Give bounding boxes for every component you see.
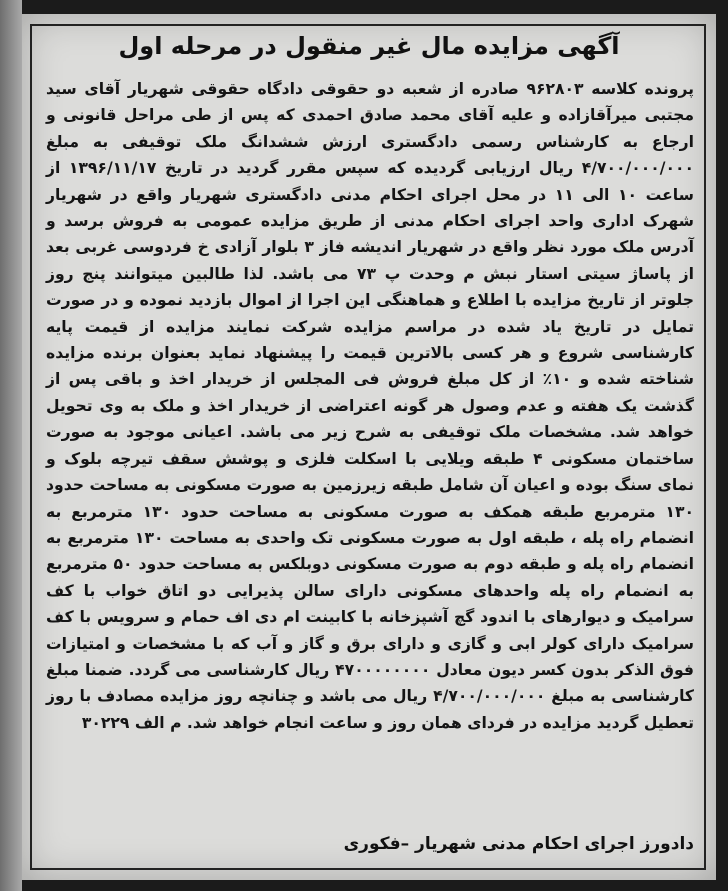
notice-paper [22,14,716,880]
notice-title: آگهی مزایده مال غیر منقول در مرحله اول [118,32,620,60]
notice-body: پرونده کلاسه ۹۶۲۸۰۳ صادره از شعبه دو حقوقی دادگاه حقوقی شهریار آقای سید مجتبی میرآقازاده و علیه آقای محمد صادق احمدی که پس از طی مراحل قانونی و ارجاع به کارشناس رسمی دادگستری ارزش ششدانگ ملک توقیفی به مبلغ ۴/۷۰۰/۰۰۰/۰۰۰ ریال ارزیابی گردیده که سپس مقرر گردید در تاریخ ۱۳۹۶/۱۱/۱۷ از ساعت ۱۰ الی ۱۱ در محل اجرای احکام مدنی دادگستری شهریار واقع در شهریار شهرک اداری واحد اجرای احکام مدنی از طریق مزایده عمومی به فروش برسد و آدرس ملک مورد نظر واقع در شهریار اندیشه فاز ۳ بلوار آزادی خ فردوسی غربی بعد از پاساژ سیتی استار نبش م وحدت پ ۷۳ می باشد. لذا طالبین میتوانند پنج روز جلوتر از تاریخ مزایده با اطلاع و هماهنگی این اجرا از اموال بازدید نموده و در صورت تمایل در تاریخ یاد شده در مراسم مزایده شرکت نمایند مزایده از قیمت پایه کارشناسی شروع و هر کسی بالاترین قیمت را پیشنهاد نماید بعنوان برنده مزایده شناخته شده و ۱۰٪ از کل مبلغ فروش فی المجلس از خریدار اخذ و باقی پس از گذشت یک هفته و عدم وصول هر گونه اعتراضی از خریدار اخذ و ملک به وی تحویل خواهد شد. مشخصات ملک توقیفی به شرح زیر می باشد. اعیانی موجود به صورت ساختمان مسکونی ۴ طبقه ویلایی با اسکلت فلزی و پوشش سقف تیرچه بلوک و نمای سنگ بوده و اعیان آن شامل طبقه زیرزمین به صورت مسکونی به مساحت حدود ۱۳۰ مترمربع طبقه همکف به صورت مسکونی به مساحت حدود ۱۳۰ مترمربع به انضمام راه پله ، طبقه اول به صورت مسکونی تک واحدی به مساحت ۱۳۰ مترمربع به انضمام راه پله و طبقه دوم به صورت مسکونی دوبلکس به مساحت حدود ۵۰ مترمربع به انضمام راه پله واحدهای مسکونی دارای سالن پذیرایی دو اتاق خواب با کف سرامیک و دیوارهای با اندود گچ آشپزخانه با کابینت ام دی اف حمام و سرویس با کف سرامیک دارای کولر ابی و گازی و دارای برق و گاز و آب که با مشخصات و امتیازات فوق الذکر بدون کسر دیون معادل ۴۷۰۰۰۰۰۰۰۰ ریال کارشناسی می گردد. ضمنا مبلغ کارشناسی به مبلغ ۴/۷۰۰/۰۰۰/۰۰۰ ریال می باشد و چنانچه روز مزایده مصادف با روز تعطیل گردید مزایده در فردای همان روز و ساعت انجام خواهد شد. م الف ۳۰۲۲۹ [46,80,695,732]
notice-signature: دادورز اجرای احکام مدنی شهریار –فکوری [343,834,694,854]
scan-edge [0,0,22,891]
